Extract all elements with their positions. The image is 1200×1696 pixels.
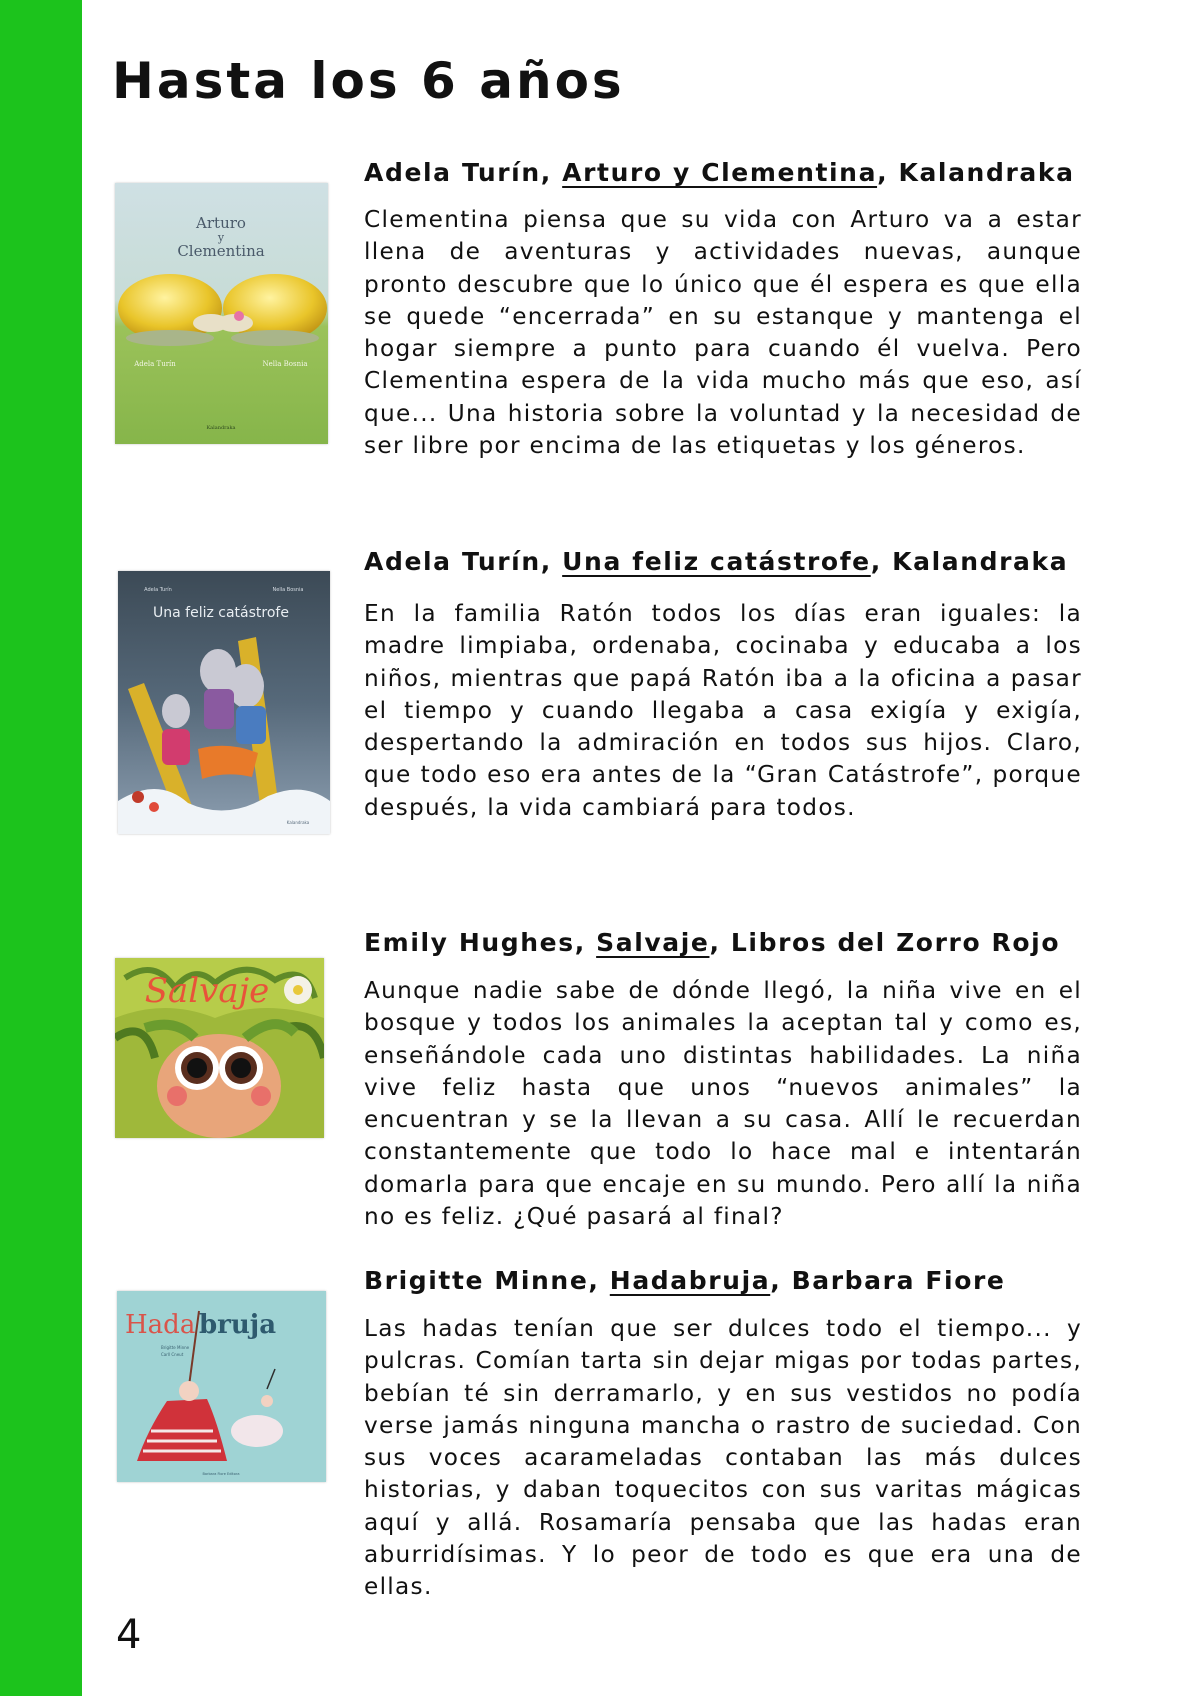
book-heading: Emily Hughes, Salvaje, Libros del Zorro Rojo	[364, 928, 1061, 957]
book-description: Las hadas tenían que ser dulces todo el tiempo... y pulcras. Comían tarta sin dejar migas por todas partes, bebían té sin derramarlo, y en sus vestidos no podía verse jamás ninguna mancha o rastro de suciedad. Con sus voces acarameladas contaban las más dulces historias, y daban toquecitos con sus varitas mágicas aquí y allá. Rosamaría pensaba que las hadas eran aburridísimas. Y lo peor de todo es que era una de ellas.	[364, 1315, 1082, 1601]
book-cover-arturo-y-clementina	[115, 183, 328, 444]
book-author: Adela Turín	[364, 158, 541, 187]
book-description: En la familia Ratón todos los días eran iguales: la madre limpiaba, ordenaba, cocinaba y educaba a los niños, mientras que papá Ratón iba a la oficina a pasar el tiempo y cuando llegaba a casa exigía y exigía, despertando la admiración en todos sus hijos. Claro, que todo eso era antes de la “Gran Catástrofe”, porque después, la vida cambiará para todos.	[364, 600, 1082, 821]
book-title: Hadabruja	[609, 1266, 771, 1295]
book-description: Clementina piensa que su vida con Arturo va a estar llena de aventuras y actividades nuevas, aunque pronto descubre que lo único que él espera es que ella se quede “encerrada” en su estanque y mantenga el hogar siempre a punto para cuando él vuelva. Pero Clementina espera de la vida mucho más que eso, así que... Una historia sobre la voluntad y la necesidad de ser libre por encima de las etiquetas y los géneros.	[364, 206, 1082, 460]
svg-text:Nella Bosnia: Nella Bosnia	[262, 360, 308, 368]
svg-text:Nella Bosnia: Nella Bosnia	[272, 587, 304, 593]
svg-text:Adela Turín: Adela Turín	[144, 587, 172, 593]
book-title: Arturo y Clementina	[562, 158, 878, 187]
svg-text:Arturo: Arturo	[196, 214, 246, 232]
book-author: Brigitte Minne	[364, 1266, 589, 1295]
svg-text:y: y	[217, 231, 225, 244]
svg-text:Barbara Fiore Editora: Barbara Fiore Editora	[202, 1472, 240, 1476]
book-publisher: Barbara Fiore	[791, 1266, 1006, 1295]
book-cover-hadabruja	[117, 1291, 326, 1482]
svg-text:Carll Cneut: Carll Cneut	[161, 1352, 184, 1357]
svg-text:Clementina: Clementina	[177, 242, 265, 260]
book-description: Aunque nadie sabe de dónde llegó, la niña vive en el bosque y todos los animales la aceptan tal y como es, enseñándole cada uno distintas habilidades. La niña vive feliz hasta que unos “nuevos animales” la encuentran y se la llevan a su casa. Allí le recuerdan constantemente que todo lo hace mal e intentarán domarla para que encaje en su mundo. Pero allí la niña no es feliz. ¿Qué pasará al final?	[364, 977, 1082, 1231]
svg-text:Kalandraka: Kalandraka	[286, 820, 310, 825]
book-publisher: Kalandraka	[898, 158, 1075, 187]
svg-text:Salvaje: Salvaje	[144, 971, 270, 1011]
book-cover-salvaje	[115, 958, 324, 1138]
page-title: Hasta los 6 años	[112, 52, 625, 110]
svg-text:Adela Turín: Adela Turín	[134, 360, 176, 368]
book-title: Una feliz catástrofe	[562, 547, 871, 576]
book-author: Emily Hughes	[364, 928, 575, 957]
svg-text:Brigitte Minne: Brigitte Minne	[161, 1345, 190, 1350]
page-number: 4	[116, 1612, 142, 1658]
book-cover-una-feliz-catastrofe	[118, 571, 330, 834]
green-side-bar	[0, 0, 82, 1696]
book-heading: Adela Turín, Una feliz catástrofe, Kalandraka	[364, 547, 1069, 576]
book-publisher: Libros del Zorro Rojo	[730, 928, 1061, 957]
book-heading: Adela Turín, Arturo y Clementina, Kalandraka	[364, 158, 1075, 187]
svg-text:Hada: Hada	[125, 1310, 196, 1340]
svg-text:Kalandraka: Kalandraka	[206, 425, 236, 431]
book-heading: Brigitte Minne, Hadabruja, Barbara Fiore	[364, 1266, 1006, 1295]
book-title: Salvaje	[596, 928, 710, 957]
book-publisher: Kalandraka	[892, 547, 1069, 576]
svg-text:bruja: bruja	[199, 1310, 277, 1340]
svg-text:Una feliz catástrofe: Una feliz catástrofe	[153, 605, 289, 621]
book-author: Adela Turín	[364, 547, 541, 576]
